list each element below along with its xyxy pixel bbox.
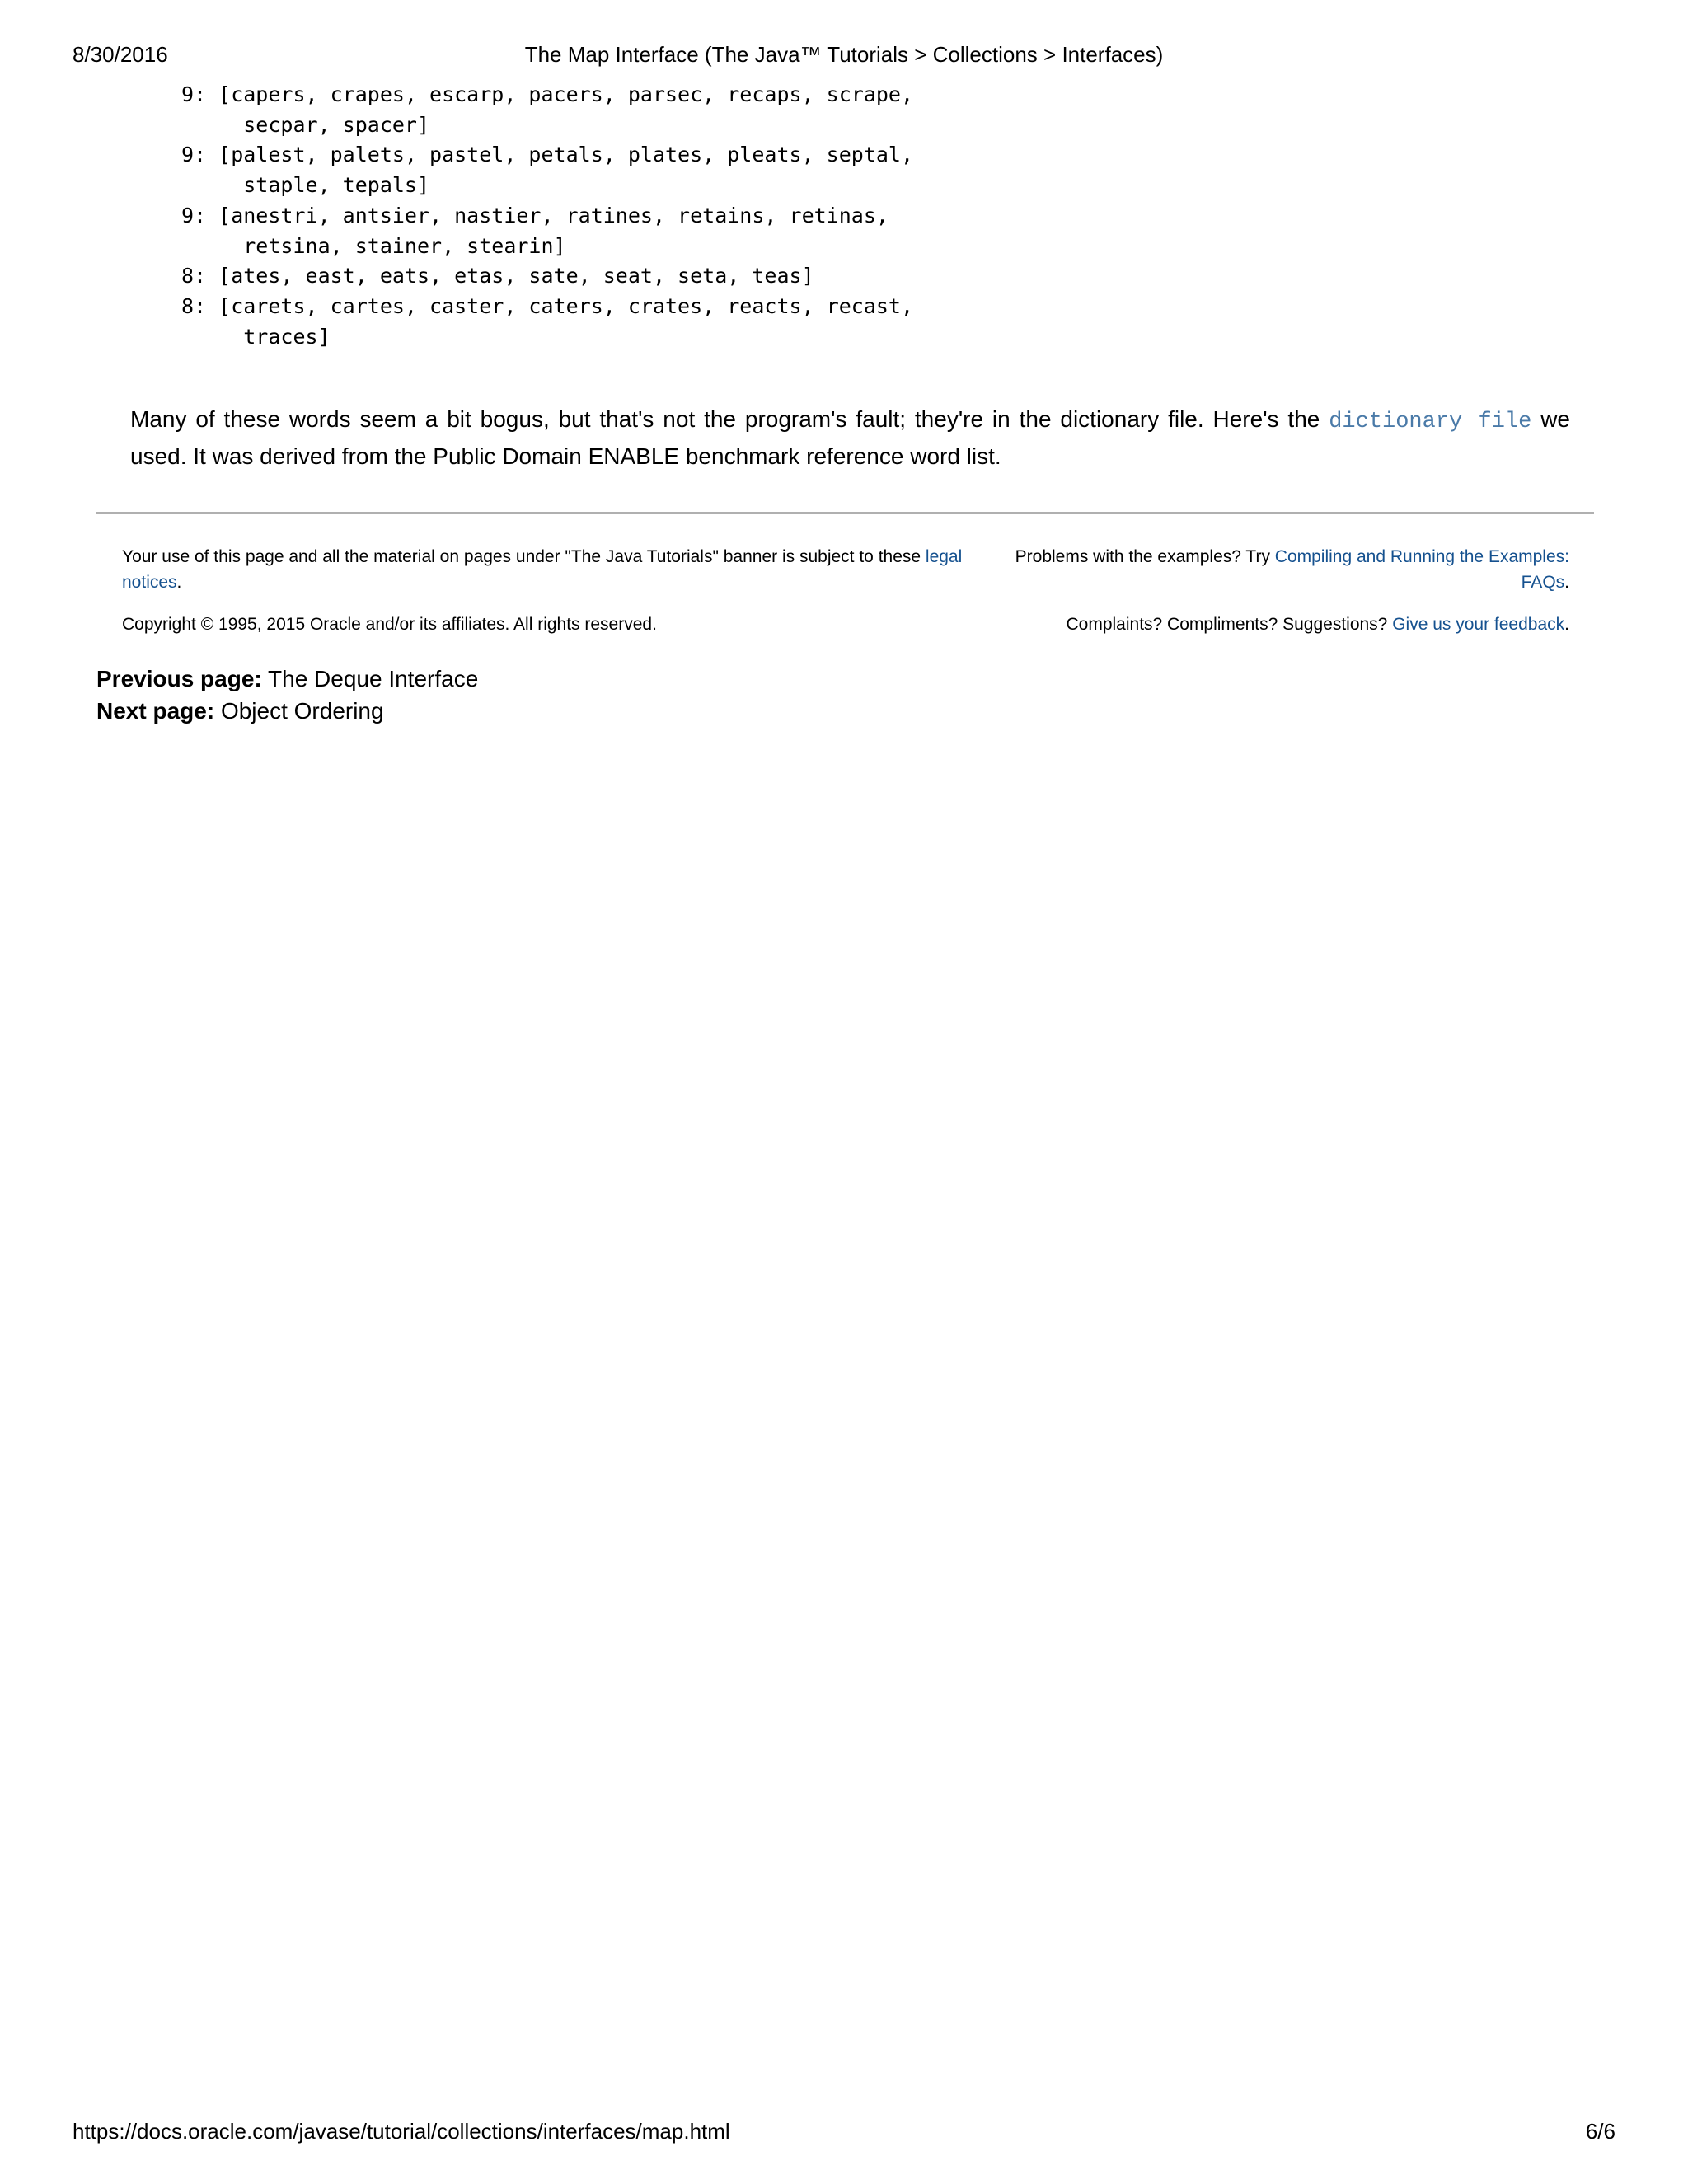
problems-text — [992, 544, 1569, 595]
next-page-link[interactable]: Object Ordering — [220, 698, 384, 724]
problems-prefix: Problems with the examples? Try — [1015, 547, 1275, 566]
code-line: 8: [ates, east, eats, etas, sate, seat, seta, teas] — [181, 264, 814, 288]
code-line: secpar, spacer] — [181, 112, 430, 137]
body-paragraph — [130, 402, 1570, 473]
problems-suffix: . — [1564, 573, 1569, 592]
legal-notice-text — [122, 544, 987, 595]
print-date: 8/30/2016 — [73, 42, 168, 67]
compiling-faqs-link[interactable]: Compiling and Running the Examples: FAQs — [1274, 547, 1569, 592]
code-line: 9: [anestri, antsier, nastier, ratines, retains, retinas, — [181, 203, 889, 227]
code-line: traces] — [181, 324, 331, 349]
legal-notices-link[interactable]: legal notices — [122, 547, 963, 592]
paragraph-text-after: we used. It was derived from the Public Domain ENABLE benchmark reference word list. — [130, 406, 1570, 469]
print-url: https://docs.oracle.com/javase/tutorial/collections/interfaces/map.html — [73, 2119, 730, 2144]
next-page-label: Next page: — [96, 698, 215, 724]
print-header — [73, 40, 1615, 69]
code-line: 9: [palest, palets, pastel, petals, plates, pleats, septal, — [181, 143, 914, 167]
legal-notice-prefix: Your use of this page and all the material on pages under "The Java Tutorials" banner is subject to these — [122, 547, 926, 566]
print-page-number: 6/6 — [1585, 2119, 1615, 2144]
next-page-row — [96, 695, 478, 727]
print-page-title: The Map Interface (The Java™ Tutorials > Collections > Interfaces) — [524, 42, 1164, 67]
feedback-link[interactable]: Give us your feedback — [1392, 615, 1565, 634]
code-line: 9: [capers, crapes, escarp, pacers, parsec, recaps, scrape, — [181, 82, 914, 106]
previous-page-row — [96, 663, 478, 695]
code-output-block — [181, 80, 913, 352]
feedback-text — [1067, 612, 1570, 637]
code-line: staple, tepals] — [181, 173, 430, 198]
copyright-text: Copyright © 1995, 2015 Oracle and/or its affiliates. All rights reserved. — [122, 615, 657, 634]
code-line: 8: [carets, cartes, caster, caters, crates, reacts, recast, — [181, 293, 914, 318]
paragraph-text-before: Many of these words seem a bit bogus, but that's not the program's fault; they're in the dictionary file. Here's the — [130, 406, 1329, 432]
legal-notice-suffix: . — [176, 573, 182, 592]
feedback-suffix: . — [1564, 615, 1569, 634]
footer-divider — [96, 512, 1594, 514]
previous-page-link[interactable]: The Deque Interface — [268, 666, 479, 691]
feedback-prefix: Complaints? Compliments? Suggestions? — [1066, 615, 1393, 634]
dictionary-file-link[interactable]: dictionary file — [1329, 410, 1532, 434]
previous-page-label: Previous page: — [96, 666, 262, 691]
code-line: retsina, stainer, stearin] — [181, 233, 566, 258]
print-footer — [73, 2116, 1615, 2146]
page-navigation — [96, 663, 478, 727]
